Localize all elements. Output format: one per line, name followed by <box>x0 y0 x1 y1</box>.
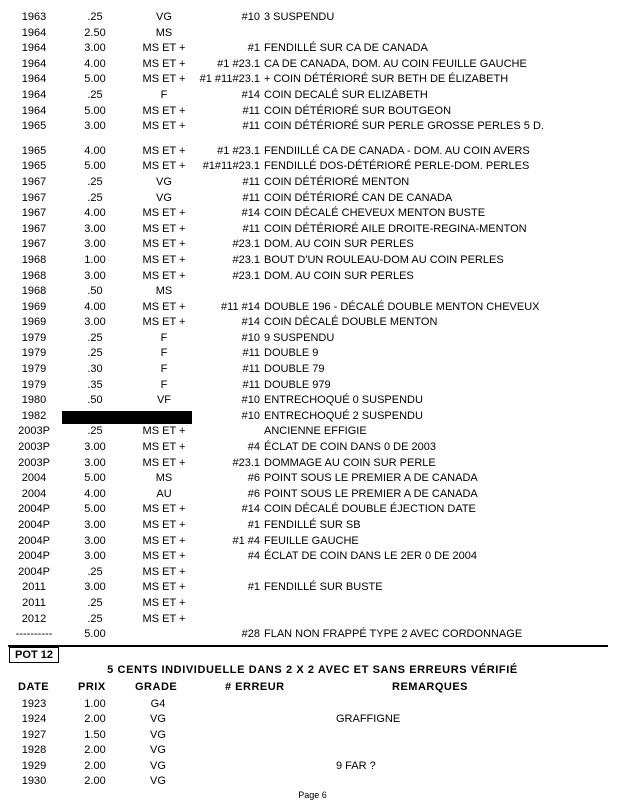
error-code-cell: #1 #4 <box>232 534 260 547</box>
remark-cell: CA DE CANADA, DOM. AU COIN FEUILLE GAUCHE <box>264 57 527 70</box>
date-cell: 1965 <box>21 160 47 173</box>
price-cell: 3.00 <box>84 238 106 251</box>
error-code-cell: #11 <box>242 120 260 133</box>
price-cell: 3.00 <box>84 42 106 55</box>
date-cell: 1964 <box>21 104 47 117</box>
date-cell: ---------- <box>15 628 53 641</box>
price-cell: 1.00 <box>84 698 106 710</box>
date-cell: 1980 <box>21 394 47 407</box>
remark-cell: ANCIENNE EFFIGIE <box>264 425 367 438</box>
price-cell: 5.00 <box>84 628 106 641</box>
grade-cell: MS ET + <box>142 42 186 55</box>
remark-cell: 9 SUSPENDU <box>264 331 335 344</box>
grade-cell: MS ET + <box>142 160 186 173</box>
price-cell: 1.50 <box>84 728 106 741</box>
table-row <box>0 565 625 581</box>
remark-cell: DOM. AU COIN SUR PERLES <box>264 269 414 282</box>
grade-cell: AU <box>156 487 172 500</box>
price-cell: 3.00 <box>84 269 106 282</box>
table-row <box>0 743 625 758</box>
table-row <box>0 159 625 175</box>
date-cell: 1968 <box>21 253 47 266</box>
grade-cell: VG <box>150 774 166 787</box>
table-row <box>0 697 625 712</box>
date-cell: 2011 <box>22 581 46 594</box>
date-cell: 1967 <box>21 238 47 251</box>
page-number: Page 6 <box>298 790 327 800</box>
grade-cell: MS ET + <box>142 222 186 235</box>
grade-cell: MS ET + <box>142 120 186 133</box>
grade-cell: MS ET + <box>142 612 186 625</box>
date-cell: 1968 <box>21 269 47 282</box>
date-cell: 1964 <box>21 42 47 55</box>
date-cell: 2004 <box>21 487 47 500</box>
error-code-cell: #14 <box>241 207 260 220</box>
date-cell: 1979 <box>21 363 47 376</box>
table-row <box>0 206 625 222</box>
table-row <box>0 315 625 331</box>
grade-cell: MS <box>155 26 173 39</box>
grade-cell: MS ET + <box>142 534 186 547</box>
error-code-cell: #23.1 <box>232 269 260 282</box>
date-cell: 1927 <box>21 728 47 741</box>
table-row <box>0 596 625 612</box>
grade-cell: VG <box>150 728 166 741</box>
date-cell: 1924 <box>21 713 47 726</box>
table-row <box>0 331 625 347</box>
price-cell: 3.00 <box>84 534 106 547</box>
header-prix: PRIX <box>78 681 106 693</box>
price-cell: 2.00 <box>84 713 106 726</box>
grade-cell: MS ET + <box>142 144 186 157</box>
price-cell: 5.00 <box>84 472 106 485</box>
date-cell: 1965 <box>21 144 47 157</box>
date-cell: 2003P <box>18 441 50 454</box>
date-cell: 1967 <box>21 222 47 235</box>
grade-cell: G4 <box>150 698 166 710</box>
grade-cell: MS ET + <box>142 207 186 220</box>
error-code-cell: #1#11#23.1 <box>202 160 260 173</box>
grade-cell: MS ET + <box>142 581 186 594</box>
price-cell: 4.00 <box>84 57 106 70</box>
remark-cell: DOUBLE 9 <box>264 347 319 360</box>
section-title: 5 CENTS INDIVIDUELLE DANS 2 X 2 AVEC ET SANS ERREURS VÉRIFIÉ <box>107 664 518 676</box>
pot-label: POT 12 <box>9 647 59 663</box>
date-cell: 2004 <box>21 472 47 485</box>
error-code-cell: #1 <box>247 581 260 594</box>
price-cell: 4.00 <box>84 144 106 157</box>
header-date: DATE <box>18 681 50 693</box>
price-cell: 5.00 <box>84 104 106 117</box>
price-cell: .25 <box>87 191 103 204</box>
remark-cell: GRAFFIGNE <box>336 713 401 726</box>
error-code-cell: #23.1 <box>232 253 260 266</box>
remark-cell: COIN DECALÉ SUR ELIZABETH <box>264 88 428 101</box>
remark-cell: COIN DÉCALÉ CHEVEUX MENTON BUSTE <box>264 207 486 220</box>
error-code-cell: #1 #11#23.1 <box>199 73 260 86</box>
date-cell: 1967 <box>21 175 47 188</box>
grade-cell: MS ET + <box>142 441 186 454</box>
price-cell: .30 <box>87 363 103 376</box>
price-cell: 1.00 <box>84 253 106 266</box>
table-row <box>0 409 625 425</box>
price-cell: .25 <box>87 175 103 188</box>
price-cell: .50 <box>87 285 103 298</box>
table-row <box>0 728 625 743</box>
date-cell: 2003P <box>18 456 50 469</box>
grade-cell: F <box>160 363 168 376</box>
date-cell: 1967 <box>21 191 47 204</box>
error-code-cell: #10 <box>241 409 260 422</box>
table-row <box>0 253 625 269</box>
error-code-cell: #11 <box>242 175 260 188</box>
error-code-cell: #11 <box>242 222 260 235</box>
error-code-cell: #6 <box>247 472 260 485</box>
remark-cell: DOUBLE 79 <box>264 363 325 376</box>
price-cell: 2.00 <box>84 744 106 757</box>
date-cell: 2004P <box>18 519 50 531</box>
remark-cell: FEUILLE GAUCHE <box>264 534 359 547</box>
table-row <box>0 284 625 300</box>
price-cell: 3.00 <box>84 222 106 235</box>
date-cell: 1967 <box>21 207 47 220</box>
error-code-cell: #14 <box>241 316 260 329</box>
remark-cell: FENDIILLÉ CA DE CANADA - DOM. AU COIN AVERS <box>264 144 530 157</box>
date-cell: 1930 <box>21 774 47 787</box>
table-row <box>0 362 625 378</box>
price-cell: 5.00 <box>84 73 106 86</box>
remark-cell: FLAN NON FRAPPÉ TYPE 2 AVEC CORDONNAGE <box>264 628 523 641</box>
table-row <box>0 440 625 456</box>
price-cell: .25 <box>87 565 103 578</box>
price-cell: 5.00 <box>84 503 106 516</box>
table-row <box>0 424 625 440</box>
remark-cell: 9 FAR ? <box>336 759 376 772</box>
remark-cell: DOUBLE 979 <box>264 378 331 391</box>
remark-cell: COIN DÉTÉRIORÉ SUR PERLE GROSSE PERLES 5 D. <box>264 120 544 133</box>
price-cell: 2.00 <box>84 774 106 787</box>
table-row <box>0 300 625 316</box>
date-cell: 1979 <box>21 331 47 344</box>
grade-cell: F <box>160 331 168 344</box>
error-code-cell: #10 <box>241 331 260 344</box>
table-row <box>0 627 625 643</box>
remark-cell: COIN DÉTÉRIORÉ MENTON <box>264 175 410 188</box>
date-cell: 1964 <box>21 88 47 101</box>
price-cell: 2.00 <box>84 759 106 772</box>
error-code-cell: #4 <box>247 441 260 454</box>
header-remarques: REMARQUES <box>392 681 469 693</box>
grade-cell: VG <box>150 759 166 772</box>
table-row <box>0 612 625 628</box>
date-cell: 1968 <box>21 285 47 298</box>
table-row <box>0 456 625 472</box>
remark-cell: ENTRECHOQUÉ 2 SUSPENDU <box>264 409 423 422</box>
date-cell: 1928 <box>21 744 47 757</box>
error-code-cell: #1 #23.1 <box>217 57 260 70</box>
grade-cell: F <box>160 88 168 101</box>
date-cell: 1963 <box>21 11 47 23</box>
grade-cell: VG <box>156 11 172 23</box>
price-cell: 4.00 <box>84 300 106 313</box>
date-cell: 2004P <box>18 534 50 547</box>
date-cell: 1982 <box>21 409 47 422</box>
error-code-cell: #14 <box>241 503 260 516</box>
grade-cell: MS ET + <box>142 253 186 266</box>
remark-cell: ÉCLAT DE COIN DANS 0 DE 2003 <box>264 441 436 454</box>
price-cell: .25 <box>87 11 103 23</box>
error-code-cell: #11 <box>242 191 260 204</box>
table-row <box>0 549 625 565</box>
date-cell: 1964 <box>21 26 47 39</box>
grade-cell: MS <box>155 472 173 485</box>
remark-cell: FENDILLÉ SUR SB <box>264 519 361 531</box>
remark-cell: COIN DÉTÉRIORÉ SUR BOUTGEON <box>264 104 452 117</box>
grade-cell: MS ET + <box>142 425 186 438</box>
grade-cell: VG <box>156 191 172 204</box>
date-cell: 1969 <box>21 316 47 329</box>
date-cell: 1969 <box>21 300 47 313</box>
remark-cell: ÉCLAT DE COIN DANS LE 2ER 0 DE 2004 <box>264 550 477 563</box>
error-coin-list <box>0 10 625 643</box>
table-row <box>0 88 625 104</box>
price-cell: .25 <box>87 331 103 344</box>
price-cell: .25 <box>87 425 103 438</box>
grade-cell: VG <box>150 713 166 726</box>
table-row <box>0 144 625 160</box>
grade-cell: MS ET + <box>142 73 186 86</box>
price-cell: 3.00 <box>84 120 106 133</box>
error-code-cell: #11 <box>242 363 260 376</box>
price-cell: .25 <box>87 612 103 625</box>
table-row <box>0 393 625 409</box>
table-row <box>0 237 625 253</box>
remark-cell: FENDILLÉ SUR BUSTE <box>264 581 383 594</box>
price-cell: .25 <box>87 88 103 101</box>
table-row <box>0 471 625 487</box>
remark-cell: COIN DÉCALÉ DOUBLE MENTON <box>264 316 438 329</box>
error-code-cell: #28 <box>241 628 260 641</box>
date-cell: 1965 <box>21 120 47 133</box>
price-cell: 3.00 <box>84 519 106 531</box>
date-cell: 1964 <box>21 73 47 86</box>
grade-cell: F <box>160 378 168 391</box>
table-row <box>0 774 625 789</box>
header-erreur: # ERREUR <box>225 681 285 693</box>
error-code-cell: #4 <box>247 550 260 563</box>
remark-cell: POINT SOUS LE PREMIER A DE CANADA <box>264 472 478 485</box>
table-row <box>0 518 625 534</box>
table-row <box>0 41 625 57</box>
table-row <box>0 10 625 26</box>
grade-cell: MS ET + <box>142 300 186 313</box>
grade-cell: MS ET + <box>142 57 186 70</box>
remark-cell: ENTRECHOQUÉ 0 SUSPENDU <box>264 394 423 407</box>
grade-cell: MS <box>155 285 173 298</box>
error-code-cell: #1 <box>247 42 260 55</box>
price-cell: 4.00 <box>84 207 106 220</box>
table-row <box>0 487 625 503</box>
remark-cell: DOMMAGE AU COIN SUR PERLE <box>264 456 436 469</box>
date-cell: 2004P <box>18 550 50 563</box>
price-cell: 3.00 <box>84 581 106 594</box>
table-row <box>0 759 625 774</box>
error-code-cell: #23.1 <box>232 238 260 251</box>
date-cell: 2011 <box>22 596 46 609</box>
remark-cell: COIN DÉTÉRIORÉ CAN DE CANADA <box>264 191 453 204</box>
error-code-cell: #11 <box>242 347 260 360</box>
table-row <box>0 57 625 73</box>
error-code-cell: #10 <box>241 11 260 23</box>
error-code-cell: #6 <box>247 487 260 500</box>
table-row <box>0 72 625 88</box>
table-row <box>0 26 625 42</box>
grade-cell: MS ET + <box>142 238 186 251</box>
header-grade: GRADE <box>135 681 178 693</box>
grade-cell: MS ET + <box>142 316 186 329</box>
date-cell: 1979 <box>21 347 47 360</box>
remark-cell: COIN DÉCALÉ DOUBLE ÉJECTION DATE <box>264 503 476 516</box>
grade-cell: MS ET + <box>142 269 186 282</box>
table-row <box>0 175 625 191</box>
table-row <box>0 104 625 120</box>
date-cell: 1964 <box>21 57 47 70</box>
date-cell: 1923 <box>21 698 47 710</box>
grade-cell: F <box>160 347 168 360</box>
redaction-bar <box>62 411 192 424</box>
price-cell: .50 <box>87 394 103 407</box>
remark-cell: FENDILLÉ SUR CA DE CANADA <box>264 42 428 55</box>
price-cell: 3.00 <box>84 550 106 563</box>
price-cell: .35 <box>87 378 103 391</box>
pot12-list <box>0 697 625 789</box>
grade-cell: VG <box>156 175 172 188</box>
grade-cell: MS ET + <box>142 596 186 609</box>
date-cell: 2003P <box>18 425 50 438</box>
grade-cell: VG <box>150 744 166 757</box>
date-cell: 2012 <box>21 612 47 625</box>
remark-cell: POINT SOUS LE PREMIER A DE CANADA <box>264 487 478 500</box>
remark-cell: DOM. AU COIN SUR PERLES <box>264 238 414 251</box>
date-cell: 1929 <box>21 759 47 772</box>
error-code-cell: #23.1 <box>232 456 260 469</box>
table-row <box>0 269 625 285</box>
table-row <box>0 119 625 135</box>
error-code-cell: #1 <box>247 519 260 531</box>
grade-cell: MS ET + <box>142 519 186 531</box>
table-row <box>0 378 625 394</box>
table-row <box>0 502 625 518</box>
date-cell: 1979 <box>21 378 47 391</box>
date-cell: 2004P <box>18 503 50 516</box>
price-cell: 2.50 <box>84 26 106 39</box>
remark-cell: + COIN DÉTÉRIORÉ SUR BETH DE ÉLIZABETH <box>264 73 509 86</box>
grade-cell: MS ET + <box>142 565 186 578</box>
section-divider <box>8 645 608 647</box>
error-code-cell: #11 <box>242 104 260 117</box>
error-code-cell: #11 #14 <box>221 300 260 313</box>
price-cell: 3.00 <box>84 456 106 469</box>
error-code-cell: #14 <box>241 88 260 101</box>
table-row <box>0 346 625 362</box>
remark-cell: BOUT D'UN ROULEAU-DOM AU COIN PERLES <box>264 253 504 266</box>
row-spacer <box>0 135 625 144</box>
table-row <box>0 222 625 238</box>
price-cell: 3.00 <box>84 316 106 329</box>
grade-cell: MS ET + <box>142 104 186 117</box>
error-code-cell: #1 #23.1 <box>217 144 260 157</box>
error-code-cell: #11 <box>242 378 260 391</box>
table-row <box>0 191 625 207</box>
price-cell: 3.00 <box>84 441 106 454</box>
remark-cell: DOUBLE 196 - DÉCALÉ DOUBLE MENTON CHEVEUX <box>264 300 540 313</box>
grade-cell: MS ET + <box>142 503 186 516</box>
price-cell: .25 <box>87 596 103 609</box>
grade-cell: MS ET + <box>142 456 186 469</box>
grade-cell: MS ET + <box>142 550 186 563</box>
table-row <box>0 580 625 596</box>
price-cell: 4.00 <box>84 487 106 500</box>
remark-cell: 3 SUSPENDU <box>264 11 335 23</box>
price-cell: 5.00 <box>84 160 106 173</box>
remark-cell: FENDILLÉ DOS-DÉTÉRIORÉ PERLE-DOM. PERLES <box>264 160 530 173</box>
date-cell: 2004P <box>18 565 50 578</box>
remark-cell: COIN DÉTÉRIORÉ AILE DROITE-REGINA-MENTON <box>264 222 527 235</box>
table-row <box>0 712 625 727</box>
error-code-cell: #10 <box>241 394 260 407</box>
table-row <box>0 534 625 550</box>
price-cell: .25 <box>87 347 103 360</box>
grade-cell: VF <box>156 394 172 407</box>
